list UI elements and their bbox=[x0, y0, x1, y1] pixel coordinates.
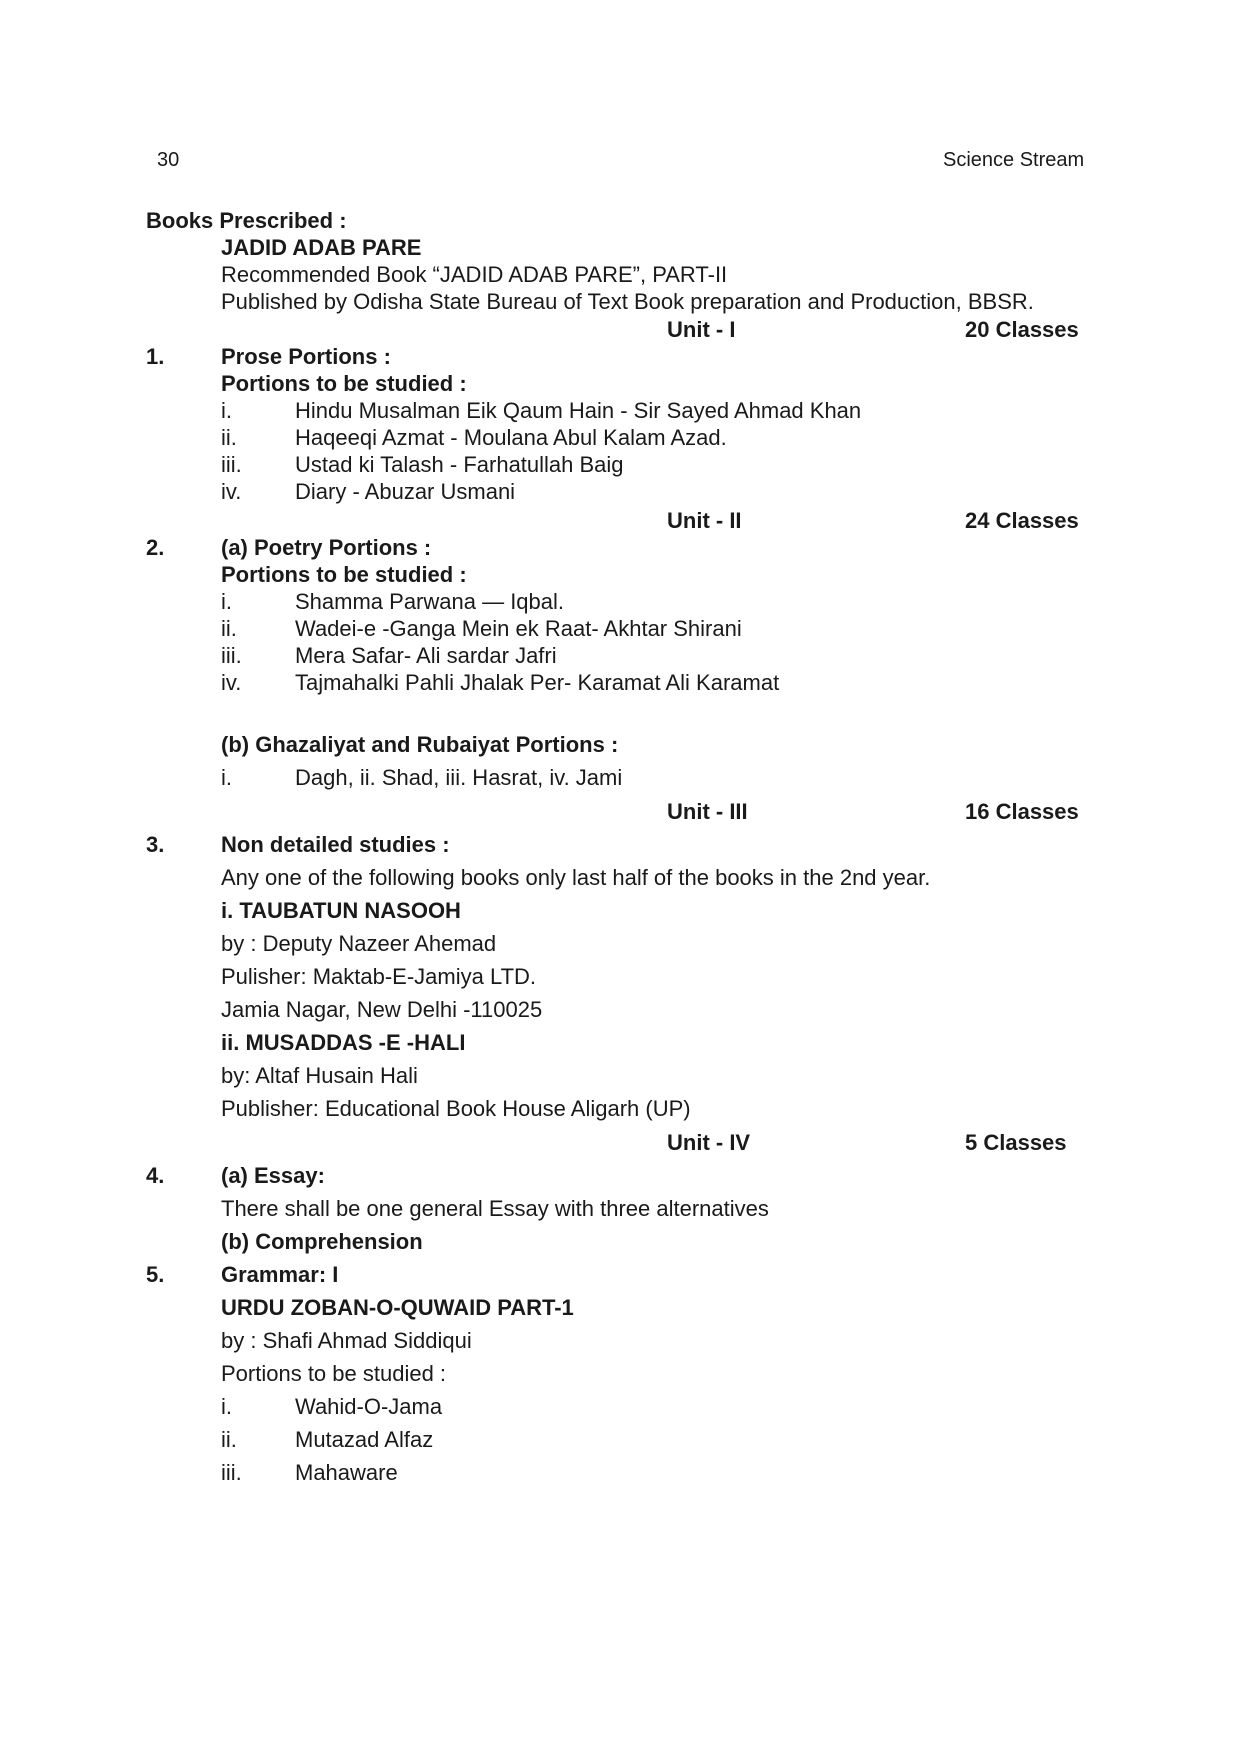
list-item: Wadei-e -Ganga Mein ek Raat- Akhtar Shirani bbox=[295, 616, 742, 641]
unit-classes: 20 Classes bbox=[965, 317, 1079, 342]
section-heading: Prose Portions : bbox=[221, 344, 391, 369]
unit-classes: 24 Classes bbox=[965, 508, 1079, 533]
list-item: Dagh, ii. Shad, iii. Hasrat, iv. Jami bbox=[295, 765, 623, 790]
section-subheading: Portions to be studied : bbox=[221, 371, 467, 396]
section-heading: Non detailed studies : bbox=[221, 832, 450, 857]
portions-label: Portions to be studied : bbox=[221, 1361, 447, 1386]
list-item-number: ii. bbox=[221, 425, 237, 450]
book-publisher: Pulisher: Maktab-E-Jamiya LTD. bbox=[221, 964, 537, 989]
section-subheading: Portions to be studied : bbox=[221, 562, 467, 587]
list-item-number: i. bbox=[221, 398, 232, 423]
list-item: Mera Safar- Ali sardar Jafri bbox=[295, 643, 557, 668]
book-title: URDU ZOBAN-O-QUWAID PART-1 bbox=[221, 1295, 574, 1320]
section-text: There shall be one general Essay with three alternatives bbox=[221, 1196, 769, 1221]
list-item-number: iv. bbox=[221, 670, 242, 695]
book-author: by: Altaf Husain Hali bbox=[221, 1063, 418, 1088]
section-number: 1. bbox=[146, 344, 165, 369]
list-item-number: i. bbox=[221, 1394, 232, 1419]
list-item: Shamma Parwana — Iqbal. bbox=[295, 589, 565, 614]
recommended-book: Recommended Book “JADID ADAB PARE”, PART-II bbox=[221, 262, 728, 287]
book-address: Jamia Nagar, New Delhi -110025 bbox=[221, 997, 543, 1022]
publisher-line: Published by Odisha State Bureau of Text Book preparation and Production, BBSR. bbox=[221, 289, 1034, 314]
book-author: by : Deputy Nazeer Ahemad bbox=[221, 931, 497, 956]
list-item: Tajmahalki Pahli Jhalak Per- Karamat Ali Karamat bbox=[295, 670, 780, 695]
book-title: ii. MUSADDAS -E -HALI bbox=[221, 1030, 466, 1055]
page-number: 30 bbox=[157, 149, 180, 171]
book-publisher: Publisher: Educational Book House Aligarh (UP) bbox=[221, 1096, 691, 1121]
list-item: Haqeeqi Azmat - Moulana Abul Kalam Azad. bbox=[295, 425, 727, 450]
unit-classes: 5 Classes bbox=[965, 1130, 1067, 1155]
list-item-number: ii. bbox=[221, 616, 237, 641]
unit-label: Unit - IV bbox=[667, 1130, 751, 1155]
list-item: Diary - Abuzar Usmani bbox=[295, 479, 516, 504]
list-item-number: ii. bbox=[221, 1427, 237, 1452]
section-number: 3. bbox=[146, 832, 165, 857]
unit-classes: 16 Classes bbox=[965, 799, 1079, 824]
list-item-number: i. bbox=[221, 589, 232, 614]
section-subheading: (b) Ghazaliyat and Rubaiyat Portions : bbox=[221, 732, 619, 757]
list-item: Mahaware bbox=[295, 1460, 398, 1485]
unit-label: Unit - II bbox=[667, 508, 742, 533]
section-heading: (a) Essay: bbox=[221, 1163, 325, 1188]
section-number: 5. bbox=[146, 1262, 165, 1287]
section-heading: (a) Poetry Portions : bbox=[221, 535, 432, 560]
section-number: 4. bbox=[146, 1163, 165, 1188]
list-item: Hindu Musalman Eik Qaum Hain - Sir Sayed Ahmad Khan bbox=[295, 398, 862, 423]
list-item-number: iii. bbox=[221, 643, 242, 668]
list-item: Wahid-O-Jama bbox=[295, 1394, 443, 1419]
section-subheading: (b) Comprehension bbox=[221, 1229, 423, 1254]
unit-label: Unit - III bbox=[667, 799, 748, 824]
book-title: i. TAUBATUN NASOOH bbox=[221, 898, 461, 923]
unit-label: Unit - I bbox=[667, 317, 736, 342]
list-item-number: iii. bbox=[221, 1460, 242, 1485]
list-item: Ustad ki Talash - Farhatullah Baig bbox=[295, 452, 624, 477]
list-item-number: iv. bbox=[221, 479, 242, 504]
list-item: Mutazad Alfaz bbox=[295, 1427, 434, 1452]
list-item-number: iii. bbox=[221, 452, 242, 477]
books-prescribed-heading: Books Prescribed : bbox=[146, 208, 347, 233]
section-intro: Any one of the following books only last half of the books in the 2nd year. bbox=[221, 865, 931, 890]
running-header: Science Stream bbox=[943, 149, 1085, 171]
book-title: JADID ADAB PARE bbox=[221, 235, 422, 260]
section-number: 2. bbox=[146, 535, 165, 560]
book-author: by : Shafi Ahmad Siddiqui bbox=[221, 1328, 472, 1353]
section-heading: Grammar: I bbox=[221, 1262, 339, 1287]
list-item-number: i. bbox=[221, 765, 232, 790]
